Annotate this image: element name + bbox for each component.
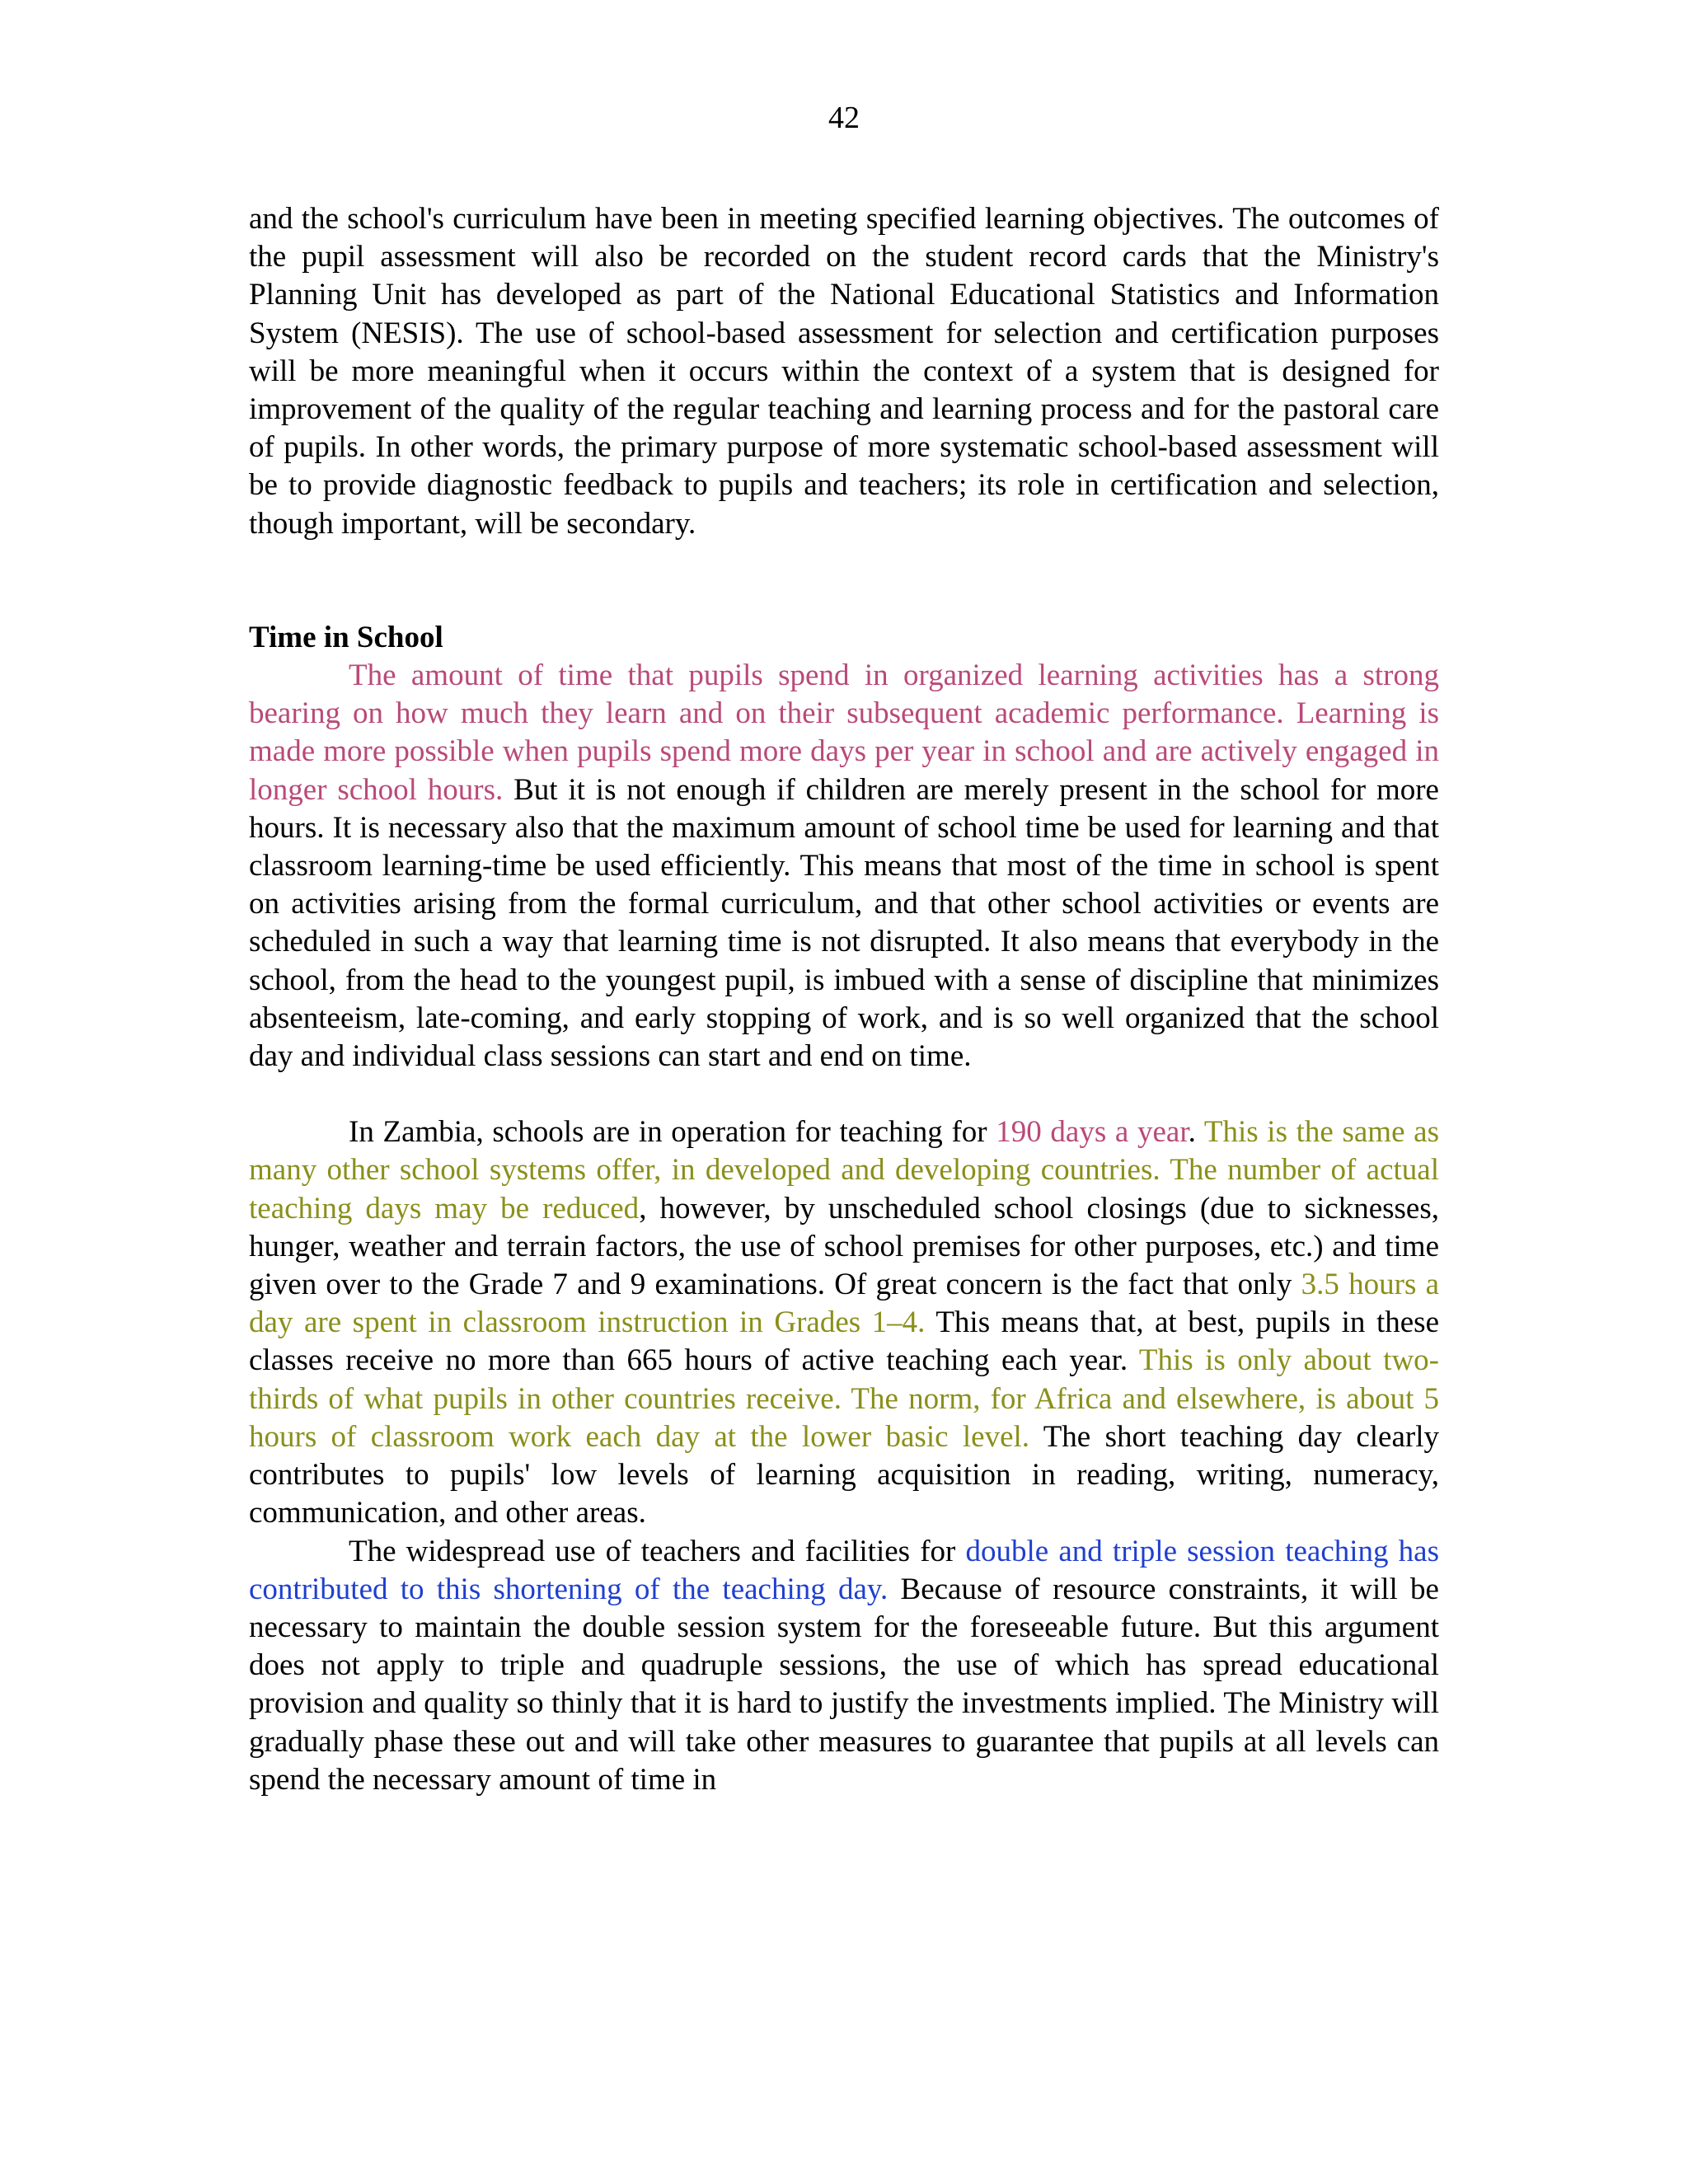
paragraph-text: The short teaching day clearly contributes to pupils' low levels of learning acquisition in reading, writing, numeracy, communication, and other areas.: [249, 1419, 1439, 1530]
page-number: 42: [828, 101, 860, 135]
paragraph-zambia: [249, 1113, 1439, 1532]
highlighted-text: 3.5 hours a day are spent in classroom instruction in Grades 1–4.: [249, 1268, 1439, 1340]
paragraph-time-in-school: [249, 657, 1439, 1076]
highlighted-text: double and triple session teaching has contributed to this shortening of the teaching day.: [249, 1534, 1439, 1606]
document-body: [249, 200, 1439, 1799]
paragraph-text: But it is not enough if children are merely present in the school for more hours. It is necessary also that the maximum amount of school time be used for learning and that classroom learning-time be used efficiently. This means that most of the time in school is spent on activities arising from the formal curriculum, and that other school activities or events are scheduled in such a way that learning time is not disrupted. It also means that everybody in the school, from the head to the youngest pupil, is imbued with a sense of discipline that minimizes absenteeism, late-coming, and early stopping of work, and is so well organized that the school day and individual class sessions can start and end on time.: [249, 772, 1439, 1074]
highlighted-text: The amount of time that pupils spend in organized learning activities has a strong bearing on how much they learn and on their subsequent academic performance. Learning is made more possible when pupils spend more days per year in school and are actively engaged in longer school hours.: [249, 658, 1439, 807]
paragraph-sessions: [249, 1533, 1439, 1799]
paragraph-text: Because of resource constraints, it will be necessary to maintain the double session system for the foreseeable future. But this argument does not apply to triple and quadruple sessions, the use of which has spread educational provision and quality so thinly that it is hard to justify the investments implied. The Ministry will gradually phase these out and will take other measures to guarantee that pupils at all levels can spend the necessary amount of time in: [249, 1572, 1439, 1797]
paragraph-text: , however, by unscheduled school closings (due to sicknesses, hunger, weather and terrain factors, the use of school premises for other purposes, etc.) and time given over to the Grade 7 and 9 examinations. Of great concern is the fact that only: [249, 1191, 1439, 1302]
paragraph-text: In Zambia, schools are in operation for teaching for: [349, 1115, 996, 1150]
highlighted-text: This is only about two-thirds of what pupils in other countries receive. The norm, for Africa and elsewhere, is about 5 hours of classroom work each day at the lower basic level.: [249, 1343, 1439, 1454]
paragraph-text: The widespread use of teachers and facilities for: [349, 1534, 966, 1568]
highlighted-text: 190 days a year: [996, 1115, 1189, 1150]
section-heading: Time in School: [249, 620, 443, 654]
paragraph-assessment: [249, 200, 1439, 543]
paragraph-text: and the school's curriculum have been in meeting specified learning objectives. The outcomes of the pupil assessment will also be recorded on the student record cards that the Ministry's Planning Unit has developed as part of the National Educational Statistics and Information System (NESIS). The use of school-based assessment for selection and certification purposes will be more meaningful when it occurs within the context of a system that is designed for improvement of the quality of the regular teaching and learning process and for the pastoral care of pupils. In other words, the primary purpose of more systematic school-based assessment will be to provide diagnostic feedback to pupils and teachers; its role in certification and selection, though important, will be secondary.: [249, 202, 1439, 541]
paragraph-text: This means that, at best, pupils in these classes receive no more than 665 hours of active teaching each year.: [249, 1305, 1439, 1378]
paragraph-text: .: [1188, 1115, 1204, 1150]
highlighted-text: This is the same as many other school systems offer, in developed and developing countries. The number of actual teaching days may be reduced: [249, 1115, 1439, 1226]
